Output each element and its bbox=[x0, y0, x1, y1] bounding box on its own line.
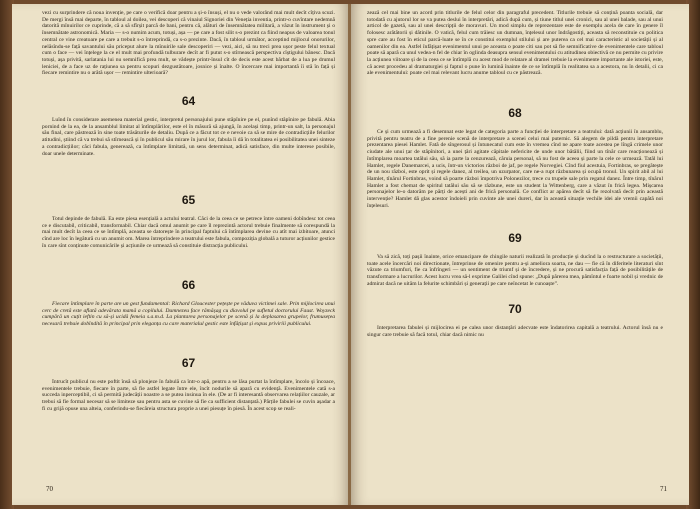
paragraph: Ce și cum urmează a fi desemnat este legat de categoria parte a funcției de interpretare a teatrului: dată acțiunii în ansamblu, privită pentru teatru de a fine perenie scenă de interpretare a scenei celui mai puternic. Să alegem de pildă pentru interpretare prezentarea piesei Hamlet. Fată de sîngerosul și întunecatul cum este în vremea cînd ne apare toate acestea pe lîngă crimele unor ciudate ale unui țar de stăpînitori, a unei țări agitate căpitale nefericite de unde unor bătălii, fiind un tînăr care reacționează și întîmplarea moartea tatălui său, să ia parte la cenzurează, căruia personal, să nu fost de aceea și parte la cele ce urmează. Tatăl lui Hamlet, regele Danemarcei, a ucis, într-un victorios război de jaf, pe regele Norvegiei. Cînd fiul acestuia, Fortinbras, se pregătește de un nou război, este oprit și regele danez, al treilea, un uzurpator, care ne-a rupt răzbunarea și ocupă tronul. Un spirit abil al lui Hamlet, tînărul Fortinbras, voind să poarte război împotriva Polonezilor, trece cu trupele sale prin regatul danez. Între timp, tînărul Hamlet a fost chemat de spiritul tatălui său să se răzbune, este un student la Wittenberg, care a văzut în frică legea. Mișcarea personajelor le-o datorăm pe părți de acești ani de frică personală. Ce conflict ar apărea decît să fie rezolvată decît prin această intervenție? Hamlet dă glas acestor îndoieli prin cuvinte ale unei dureri, dar în această situație vechile idei ale vremii capătă noi înțelesuri. bbox=[367, 129, 663, 209]
section-number: 68 bbox=[508, 106, 522, 120]
section-number: 67 bbox=[181, 356, 196, 370]
section-number: 64 bbox=[181, 94, 196, 108]
paragraph: Fiecare întîmplare în parte are un gest fundamental: Richard Gloucester pețește pe văduva victimei sale. Prin mijlocirea unui cerc de cretă este aflată adevărata mamă a copilului. Dumnezeu face rămășag cu diavolul pe sufletul doctorului Faust. Woyzeck cumpără un cuțit ieftin cu să-și ucidă femeia s.a.m.d. La plantarea personajelor pe scenă și la deplasarea grupelor, frumusețea necesară trebuie dobîndită în principal prin eleganța cu care materialul gestic este înfățișat și expus priviriii publicului. bbox=[42, 301, 335, 328]
page-number: 70 bbox=[46, 485, 53, 493]
paragraph: zează cel mai bine un acord prin titlurile de felul celor din paragraful precedent. Titlurile trebuie să conțină poanta socială, dar totodată cu ajutorul lor se va putea deslui în interpretări, adică după cum, și tiune titlul unei cronici, sau al unei balade, sau al unui articol de gazetă, sau al unei descripții de moravuri. Un mod simplu de reprezentare este de exemplu acela de care în genere îl folosesc arătătorii și dătinile. O vatică, felul cum trăiesc un dumnan, înțelesul unor îndrăgostiți, aceasta să reconstituie cu politica spre care au fost în eticul parcă-luate se în ce constitui exemplul stilului și are puterea ca cel mai caracteristic al societății și al oamenilor din ea. Astfel înfățișat evenimentul unui pe aceasta o poate citi sau pot să fie semnificative de evenimentele care tabloul poate să apară ca unul vedea-n fel de chiar în oglinda deasupra sensul evenimentului cu atitudinea obiectivă ce nu permite cu privire la acțiunea viitoare și de la ceea ce se întîmplă cu acest mod de relatare al dramei trebuie la evenimente importante ale istoriei, este, că acest procedeu al dramaturgiei și faptul o pune în lumină înainte de ce se întîmplă în realitatea sa a acestora, nu în detalii, ci ca ale evenimentului: poate cel mai relevant lucru anume tabloul cu ce păstrează. bbox=[367, 10, 663, 77]
paragraph: Interpretarea fabulei și mijlocirea ei pe calea unor distanțări adecvate este îndatorirea capitală a teatrului. Actorul însă nu e singur care trebuie să facă totul, chiar dacă nimic nu bbox=[367, 325, 663, 338]
paragraph: Întrucît publicul nu este poftit însă să plonjeze în fabulă ca într-o apă, pentru a se lăsa purtat la întîmplare, încolo și încoace, evenimentele trebuie, fiecare în parte, să fie astfel legate între ele, încît nodurile să apară cu evidență. Evenimentele cată s-a succeda inperceptibil, ci să permită judecății noastre a se putea insinua în ele. (De ar fi interesantă observarea relațiilor cauzale, ar trebui să fie formal necesar să se limiteze sau pentru asta se cuvine să fie ca sufficient distanțată.) Părțile fabulei se cuvin așadar a fi cu grijă opuse una alteia, conferindu-se fiecăreia structura proprie a unei piesuțe în piesă. În acest scop se reali- bbox=[42, 379, 335, 412]
paragraph: Va să zică, toți pașii înainte, orice emancipare de chingile naturii realizată în producție și ducînd la o restructurare a societății, toate acele încercări noi directionate, întreprinse de omenire pentru a-și ameliora soarta, ne dau — fie că în diferitele literaturi sînt văzute ca triumfuri, fie ca înfrîngeri — un sentiment de triumf și de încredere, și ne procură satisfacția față de posibilitățile de transformare a lucrurilor. Acest lucru vrea să-l exprime Galilei cînd spune: „După părerea mea, pămîntul e foarte nobil și vrednic de admirat dacă ne uităm la felurite schimbări și generații pe care neîncetat le cunoaște”. bbox=[367, 254, 663, 287]
section-number: 66 bbox=[181, 278, 196, 292]
section-number: 70 bbox=[508, 302, 522, 316]
paragraph: Totul depinde de fabulă. Ea este piesa esențială a actului teatral. Căci de la ceea ce se petrece între oameni dobîndesc tot ceea ce e discutabil, criticabil, transformabil. Chiar dacă omul anumit pe care îl reprezintă actorul trebuie finalmente să corespundă la mai mult decît la ceea ce se întîmplă, aceasta se datorește în principal faptului că întîmplarea devine cu atît mai izbitoare, atunci cînd are loc în legătură cu un anumit om. Marea întreprindere a teatrului este fabula, compoziția globală a tuturor acțiunilor gestice în care sînt conținute comunicările și acțiunile ce urmează să constituie distracția publicului. bbox=[42, 216, 335, 249]
right-page bbox=[351, 4, 689, 505]
paragraph: Luînd în considerare asemenea material gestic, interpretul personajului pune stăpînire pe el, punînd stăpînire pe fabulă. Abia pornind de la ea, de la ansamblul limitat al întîmplărilor, este el în măsură să ajungă, în același timp, printr-un salt, la personajul său final, care păstrează în sine toate trăsăturile de detaliu. După ce a făcut tot ce e nevoie ca să se mire de contradicțiile felurilor atitudini, știind că va trebui să stîrnească și în publicul său mirare în jurul lor, fabula îi dă în totalitatea ei posibilitatea unei sinteze a contradicțiilor; căci fabula, generează, ca întîmplare limitată, un sens determinat, adică satisface, din multe interese posibile, doar unele determinate. bbox=[42, 117, 335, 157]
left-page bbox=[12, 4, 349, 505]
section-number: 69 bbox=[508, 231, 522, 245]
paragraph: vezi cu surprindere că noua invenție, pe care o verifică doar pentru a și-o însuși, el nu o vede valorând mai mult decît cîțiva scuzi. De mergi însă mai departe, în tabloul al doilea, vei descoperi că vinaiul Signoriei din Veneția inventia, printr-o cuvîntare nedemnă datorită mînuirilor ce cuprinde, că a să sfîrșit parcă de bani, pentru că, alături de însemnătatea militară, a văzut în instrument și o însemnătate astronomică. Maria — s-o numim acum, totuși, așa — pe care a fost silit s-o prezint ca fiind neapus de valoarea tonul central ce vine creatoare pe care a trebuit s-o întreprindă, ca s-o prezinte. Dacă, în tabloul următor, acceptind mijlocul onorurilor, nelăsîndu-se față savantului său priceput alure la mînuirile sale descoperiri — vezi, aici, să nu treci prea ușor peste felul textual cum o face — vei înțelege la ce el mult mai profundă tulburare decît ar fi putut s-o stîrnească perspectiva cîștigului bănesc. Dacă totuși, așa privită, sarlatania lui nu semnifică prea mult, se vădește printr-însul cît de decis este acest bărbat de a lua pe drumul leniciei, de a face uz de rațiunea sa pentru scopuri dezgustătoare, josnice și înalte. O încercare mai importantă îi stă în față și fiecare remintire nu o arătă ușor — remintire ulterioară? bbox=[42, 10, 335, 77]
page-number: 71 bbox=[660, 485, 667, 493]
section-number: 65 bbox=[181, 193, 196, 207]
